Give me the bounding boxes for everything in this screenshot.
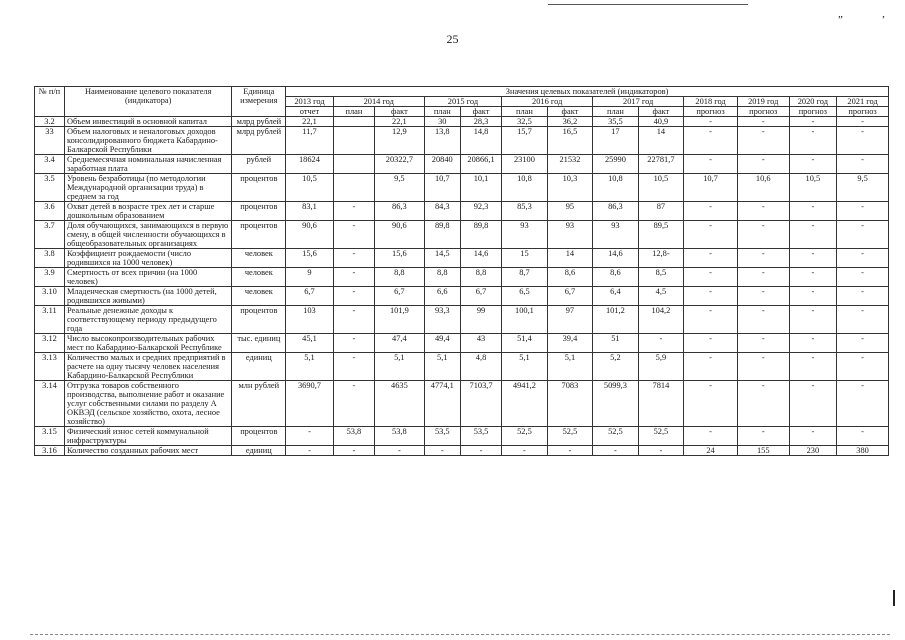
header-year: 2020 год — [789, 97, 837, 107]
value-cell: - — [837, 353, 889, 381]
table-row — [35, 202, 889, 221]
value-cell: - — [684, 221, 738, 249]
row-number: 3.9 — [35, 268, 65, 287]
value-cell: 52,5 — [547, 427, 592, 446]
value-cell: - — [789, 117, 837, 127]
header-subhead: план — [593, 107, 638, 117]
header-year: 2014 год — [333, 97, 424, 107]
value-cell: - — [837, 381, 889, 427]
value-cell: 8,8 — [460, 268, 501, 287]
value-cell: 8,8 — [424, 268, 460, 287]
value-cell: 10,5 — [638, 174, 683, 202]
value-cell: 23100 — [502, 155, 547, 174]
value-cell: 10,7 — [424, 174, 460, 202]
value-cell: 7083 — [547, 381, 592, 427]
value-cell: - — [333, 221, 374, 249]
unit-cell: млрд рублей — [232, 127, 286, 155]
value-cell: 15,7 — [502, 127, 547, 155]
value-cell: 22781,7 — [638, 155, 683, 174]
value-cell: 22,1 — [375, 117, 425, 127]
unit-cell: процентов — [232, 202, 286, 221]
value-cell: - — [737, 381, 789, 427]
table-row — [35, 268, 889, 287]
value-cell: - — [333, 446, 374, 456]
table-row — [35, 334, 889, 353]
value-cell: 17 — [593, 127, 638, 155]
value-cell: - — [789, 268, 837, 287]
value-cell: 15,6 — [375, 249, 425, 268]
value-cell: 93 — [593, 221, 638, 249]
header-subhead: план — [502, 107, 547, 117]
row-number: 3.4 — [35, 155, 65, 174]
table-row — [35, 381, 889, 427]
value-cell: - — [789, 287, 837, 306]
value-cell: - — [684, 287, 738, 306]
row-number: 33 — [35, 127, 65, 155]
value-cell: - — [837, 127, 889, 155]
value-cell: 5,1 — [375, 353, 425, 381]
value-cell: - — [737, 127, 789, 155]
indicator-name: Доля обучающихся, занимающихся в первую смену, в общей численности обучающихся в общеобразовательных организациях — [64, 221, 231, 249]
value-cell: - — [837, 202, 889, 221]
value-cell: - — [547, 446, 592, 456]
value-cell: 380 — [837, 446, 889, 456]
unit-cell: процентов — [232, 221, 286, 249]
margin-mark — [893, 590, 895, 606]
value-cell: - — [684, 249, 738, 268]
value-cell: - — [789, 221, 837, 249]
value-cell: 104,2 — [638, 306, 683, 334]
value-cell: 90,6 — [375, 221, 425, 249]
value-cell: - — [737, 117, 789, 127]
value-cell: 20866,1 — [460, 155, 501, 174]
value-cell: 21532 — [547, 155, 592, 174]
table-row — [35, 446, 889, 456]
row-number: 3.13 — [35, 353, 65, 381]
value-cell: 18624 — [286, 155, 334, 174]
value-cell: - — [789, 427, 837, 446]
header-year: 2016 год — [502, 97, 593, 107]
value-cell: - — [638, 334, 683, 353]
value-cell: 87 — [638, 202, 683, 221]
bottom-rule — [30, 634, 890, 635]
header-name: Наименование целевого показателя (индикатора) — [64, 87, 231, 117]
value-cell: 86,3 — [593, 202, 638, 221]
value-cell: - — [837, 427, 889, 446]
table-row — [35, 249, 889, 268]
value-cell: - — [837, 287, 889, 306]
value-cell: 35,5 — [593, 117, 638, 127]
table-row — [35, 174, 889, 202]
value-cell: 40,9 — [638, 117, 683, 127]
value-cell: 6,5 — [502, 287, 547, 306]
indicator-name: Количество созданных рабочих мест — [64, 446, 231, 456]
value-cell: 95 — [547, 202, 592, 221]
value-cell — [333, 174, 374, 202]
corner-marks: ” ’ — [838, 14, 904, 26]
header-year: 2018 год — [684, 97, 738, 107]
value-cell: - — [737, 334, 789, 353]
value-cell: 53,5 — [424, 427, 460, 446]
value-cell: 100,1 — [502, 306, 547, 334]
value-cell: 9 — [286, 268, 334, 287]
header-subhead: факт — [547, 107, 592, 117]
value-cell: 5,1 — [502, 353, 547, 381]
header-unit: Единица измерения — [232, 87, 286, 117]
value-cell: 53,5 — [460, 427, 501, 446]
table-row — [35, 117, 889, 127]
value-cell: 45,1 — [286, 334, 334, 353]
value-cell: 16,5 — [547, 127, 592, 155]
row-number: 3.2 — [35, 117, 65, 127]
value-cell: - — [737, 202, 789, 221]
value-cell — [333, 117, 374, 127]
value-cell: - — [460, 446, 501, 456]
table-body — [35, 117, 889, 456]
value-cell: 10,6 — [737, 174, 789, 202]
row-number: 3.5 — [35, 174, 65, 202]
value-cell: - — [837, 155, 889, 174]
value-cell: 155 — [737, 446, 789, 456]
value-cell: 6,7 — [547, 287, 592, 306]
value-cell: 7103,7 — [460, 381, 501, 427]
value-cell: - — [684, 334, 738, 353]
value-cell: 85,3 — [502, 202, 547, 221]
unit-cell: млрд рублей — [232, 117, 286, 127]
header-subhead: прогноз — [789, 107, 837, 117]
header-subhead: факт — [460, 107, 501, 117]
value-cell: - — [789, 155, 837, 174]
value-cell: - — [837, 268, 889, 287]
value-cell: 32,5 — [502, 117, 547, 127]
value-cell: 6,7 — [375, 287, 425, 306]
value-cell: 8,6 — [593, 268, 638, 287]
value-cell: 14,6 — [460, 249, 501, 268]
value-cell: 4941,2 — [502, 381, 547, 427]
indicator-name: Коэффициент рождаемости (число родившихся на 1000 человек) — [64, 249, 231, 268]
header-values-title: Значения целевых показателей (индикаторов) — [286, 87, 889, 97]
table-row — [35, 353, 889, 381]
value-cell: - — [684, 202, 738, 221]
value-cell: - — [286, 427, 334, 446]
value-cell: 14,6 — [593, 249, 638, 268]
value-cell: - — [737, 268, 789, 287]
value-cell: 10,7 — [684, 174, 738, 202]
value-cell: - — [789, 334, 837, 353]
value-cell: 89,8 — [460, 221, 501, 249]
value-cell: 6,7 — [286, 287, 334, 306]
indicator-name: Смертность от всех причин (на 1000 человек) — [64, 268, 231, 287]
row-number: 3.7 — [35, 221, 65, 249]
value-cell: 14,8 — [460, 127, 501, 155]
indicator-name: Физический износ сетей коммунальной инфраструктуры — [64, 427, 231, 446]
value-cell: - — [593, 446, 638, 456]
value-cell: 5,1 — [286, 353, 334, 381]
value-cell: 90,6 — [286, 221, 334, 249]
value-cell: - — [424, 446, 460, 456]
value-cell: - — [684, 268, 738, 287]
table-row — [35, 427, 889, 446]
indicator-name: Объем инвестиций в основной капитал — [64, 117, 231, 127]
unit-cell: человек — [232, 268, 286, 287]
value-cell: 93 — [547, 221, 592, 249]
value-cell: - — [684, 155, 738, 174]
value-cell: 5099,3 — [593, 381, 638, 427]
value-cell: - — [684, 353, 738, 381]
value-cell: 8,8 — [375, 268, 425, 287]
value-cell: 10,8 — [502, 174, 547, 202]
value-cell: 12,9 — [375, 127, 425, 155]
value-cell: 15 — [502, 249, 547, 268]
value-cell: 101,9 — [375, 306, 425, 334]
value-cell: - — [502, 446, 547, 456]
value-cell: - — [333, 306, 374, 334]
value-cell: 10,8 — [593, 174, 638, 202]
value-cell: - — [837, 334, 889, 353]
value-cell: 89,5 — [638, 221, 683, 249]
value-cell: 93 — [502, 221, 547, 249]
value-cell: 230 — [789, 446, 837, 456]
row-number: 3.15 — [35, 427, 65, 446]
table-header — [35, 87, 889, 117]
header-year: 2015 год — [424, 97, 502, 107]
row-number: 3.14 — [35, 381, 65, 427]
value-cell: - — [333, 287, 374, 306]
value-cell: 51 — [593, 334, 638, 353]
unit-cell: процентов — [232, 306, 286, 334]
table-row — [35, 155, 889, 174]
value-cell: 7814 — [638, 381, 683, 427]
header-year: 2021 год — [837, 97, 889, 107]
value-cell: 97 — [547, 306, 592, 334]
value-cell: 103 — [286, 306, 334, 334]
indicator-name: Среднемесячная номинальная начисленная заработная плата — [64, 155, 231, 174]
value-cell: 52,5 — [638, 427, 683, 446]
top-rule — [548, 4, 748, 5]
value-cell: 36,2 — [547, 117, 592, 127]
indicator-name: Количество малых и средних предприятий в расчете на одну тысячу человек населения Кабардино-Балкарской Республики — [64, 353, 231, 381]
value-cell: - — [684, 381, 738, 427]
unit-cell: человек — [232, 249, 286, 268]
value-cell: - — [789, 306, 837, 334]
value-cell: - — [737, 155, 789, 174]
unit-cell: человек — [232, 287, 286, 306]
value-cell: 5,9 — [638, 353, 683, 381]
value-cell: 11,7 — [286, 127, 334, 155]
value-cell: 10,3 — [547, 174, 592, 202]
value-cell: 52,5 — [593, 427, 638, 446]
unit-cell: единиц — [232, 353, 286, 381]
value-cell: 13,8 — [424, 127, 460, 155]
value-cell: 12,8- — [638, 249, 683, 268]
value-cell: 53,8 — [375, 427, 425, 446]
page-number: 25 — [446, 32, 459, 46]
value-cell: - — [837, 221, 889, 249]
value-cell: 10,5 — [789, 174, 837, 202]
header-subhead: факт — [638, 107, 683, 117]
value-cell: 89,8 — [424, 221, 460, 249]
unit-cell: рублей — [232, 155, 286, 174]
value-cell: 4774,1 — [424, 381, 460, 427]
value-cell: 4635 — [375, 381, 425, 427]
value-cell: 10,5 — [286, 174, 334, 202]
value-cell: 43 — [460, 334, 501, 353]
value-cell: - — [684, 117, 738, 127]
value-cell: - — [333, 202, 374, 221]
value-cell: 52,5 — [502, 427, 547, 446]
value-cell: - — [684, 427, 738, 446]
value-cell: 14,5 — [424, 249, 460, 268]
value-cell: 6,6 — [424, 287, 460, 306]
value-cell: 30 — [424, 117, 460, 127]
value-cell: - — [837, 117, 889, 127]
value-cell: - — [789, 249, 837, 268]
header-year: 2019 год — [737, 97, 789, 107]
value-cell: 10,1 — [460, 174, 501, 202]
value-cell — [333, 155, 374, 174]
header-subhead: прогноз — [837, 107, 889, 117]
value-cell: 14 — [638, 127, 683, 155]
indicator-name: Реальные денежные доходы к соответствующему периоду предыдущего года — [64, 306, 231, 334]
value-cell: 5,1 — [547, 353, 592, 381]
row-number: 3.8 — [35, 249, 65, 268]
value-cell: - — [684, 306, 738, 334]
value-cell: - — [333, 353, 374, 381]
value-cell: 20840 — [424, 155, 460, 174]
value-cell: - — [684, 127, 738, 155]
unit-cell: процентов — [232, 174, 286, 202]
value-cell: 93,3 — [424, 306, 460, 334]
value-cell: 4,8 — [460, 353, 501, 381]
value-cell: - — [789, 202, 837, 221]
row-number: 3.11 — [35, 306, 65, 334]
value-cell: - — [333, 334, 374, 353]
value-cell: 101,2 — [593, 306, 638, 334]
header-subhead: прогноз — [737, 107, 789, 117]
unit-cell: процентов — [232, 427, 286, 446]
value-cell: - — [737, 249, 789, 268]
table-row — [35, 221, 889, 249]
indicator-name: Охват детей в возрасте трех лет и старше дошкольным образованием — [64, 202, 231, 221]
header-subhead: план — [424, 107, 460, 117]
unit-cell: единиц — [232, 446, 286, 456]
value-cell: 5,1 — [424, 353, 460, 381]
value-cell: - — [638, 446, 683, 456]
header-subhead: план — [333, 107, 374, 117]
value-cell: - — [333, 381, 374, 427]
indicator-name: Объем налоговых и неналоговых доходов консолидированного бюджета Кабардино-Балкарской Республики — [64, 127, 231, 155]
value-cell: - — [789, 353, 837, 381]
value-cell: 9,5 — [375, 174, 425, 202]
value-cell: 20322,7 — [375, 155, 425, 174]
value-cell: 51,4 — [502, 334, 547, 353]
value-cell — [333, 127, 374, 155]
indicator-name: Уровень безработицы (по методологии Международной организации труда) в среднем за год — [64, 174, 231, 202]
value-cell: 8,6 — [547, 268, 592, 287]
value-cell: 8,7 — [502, 268, 547, 287]
value-cell: 3690,7 — [286, 381, 334, 427]
header-year: 2017 год — [593, 97, 684, 107]
value-cell: - — [737, 427, 789, 446]
indicator-name: Младенческая смертность (на 1000 детей, родившихся живыми) — [64, 287, 231, 306]
header-no: № п/п — [35, 87, 65, 117]
header-subhead: отчет — [286, 107, 334, 117]
value-cell: 49,4 — [424, 334, 460, 353]
value-cell: - — [837, 249, 889, 268]
value-cell: 8,5 — [638, 268, 683, 287]
value-cell: - — [375, 446, 425, 456]
value-cell: - — [789, 381, 837, 427]
value-cell: 92,3 — [460, 202, 501, 221]
table-row — [35, 127, 889, 155]
row-number: 3.10 — [35, 287, 65, 306]
header-year: 2013 год — [286, 97, 334, 107]
value-cell: 9,5 — [837, 174, 889, 202]
value-cell: - — [333, 249, 374, 268]
row-number: 3.6 — [35, 202, 65, 221]
value-cell: - — [737, 221, 789, 249]
value-cell: 6,4 — [593, 287, 638, 306]
indicator-name: Число высокопроизводительных рабочих мест по Кабардино-Балкарской Республике — [64, 334, 231, 353]
row-number: 3.12 — [35, 334, 65, 353]
value-cell: - — [789, 127, 837, 155]
value-cell: 22,1 — [286, 117, 334, 127]
header-subhead: факт — [375, 107, 425, 117]
value-cell: - — [737, 306, 789, 334]
unit-cell: млн рублей — [232, 381, 286, 427]
value-cell: 25990 — [593, 155, 638, 174]
indicators-table — [34, 86, 889, 456]
value-cell: 15,6 — [286, 249, 334, 268]
value-cell: 84,3 — [424, 202, 460, 221]
value-cell: 99 — [460, 306, 501, 334]
value-cell: 86,3 — [375, 202, 425, 221]
value-cell: 4,5 — [638, 287, 683, 306]
row-number: 3.16 — [35, 446, 65, 456]
value-cell: 28,3 — [460, 117, 501, 127]
value-cell: 53,8 — [333, 427, 374, 446]
value-cell: 47,4 — [375, 334, 425, 353]
value-cell: 6,7 — [460, 287, 501, 306]
value-cell: - — [737, 353, 789, 381]
value-cell: - — [737, 287, 789, 306]
value-cell: - — [333, 268, 374, 287]
value-cell: 5,2 — [593, 353, 638, 381]
value-cell: 39,4 — [547, 334, 592, 353]
value-cell: 14 — [547, 249, 592, 268]
value-cell: 83,1 — [286, 202, 334, 221]
header-subhead: прогноз — [684, 107, 738, 117]
value-cell: 24 — [684, 446, 738, 456]
unit-cell: тыс. единиц — [232, 334, 286, 353]
table-row — [35, 306, 889, 334]
table-row — [35, 287, 889, 306]
indicator-name: Отгрузка товаров собственного производства, выполнение работ и оказание услуг собственными силами по разделу А ОКВЭД (сельское хозяйство, охота, лесное хозяйство) — [64, 381, 231, 427]
value-cell: - — [837, 306, 889, 334]
value-cell: - — [286, 446, 334, 456]
